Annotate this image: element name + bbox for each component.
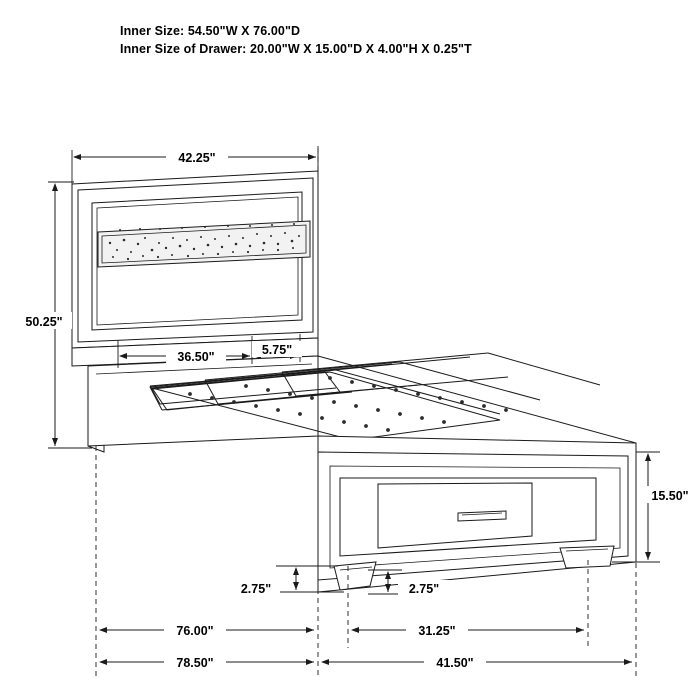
label-50-25: 50.25" [25,315,63,329]
label-15-50: 15.50" [651,489,689,503]
note-line-2: Inner Size of Drawer: 20.00"W X 15.00"D X 4.00"H X 0.25"T [120,42,472,56]
note-line-1: Inner Size: 54.50"W X 76.00"D [120,24,301,38]
label-2-75-right: 2.75" [408,582,440,596]
label-36-50: 36.50" [177,350,215,364]
label-31-25: 31.25" [418,624,456,638]
label-42-25: 42.25" [178,151,216,165]
dim-row-1 [100,621,584,638]
dim-row-2 [100,653,632,670]
label-76-00: 76.00" [176,624,214,638]
footboard-group [318,436,636,592]
label-2-75-left: 2.75" [240,582,272,596]
label-5-75: 5.75" [261,343,293,357]
label-41-50: 41.50" [436,656,474,670]
label-78-50: 78.50" [176,656,214,670]
